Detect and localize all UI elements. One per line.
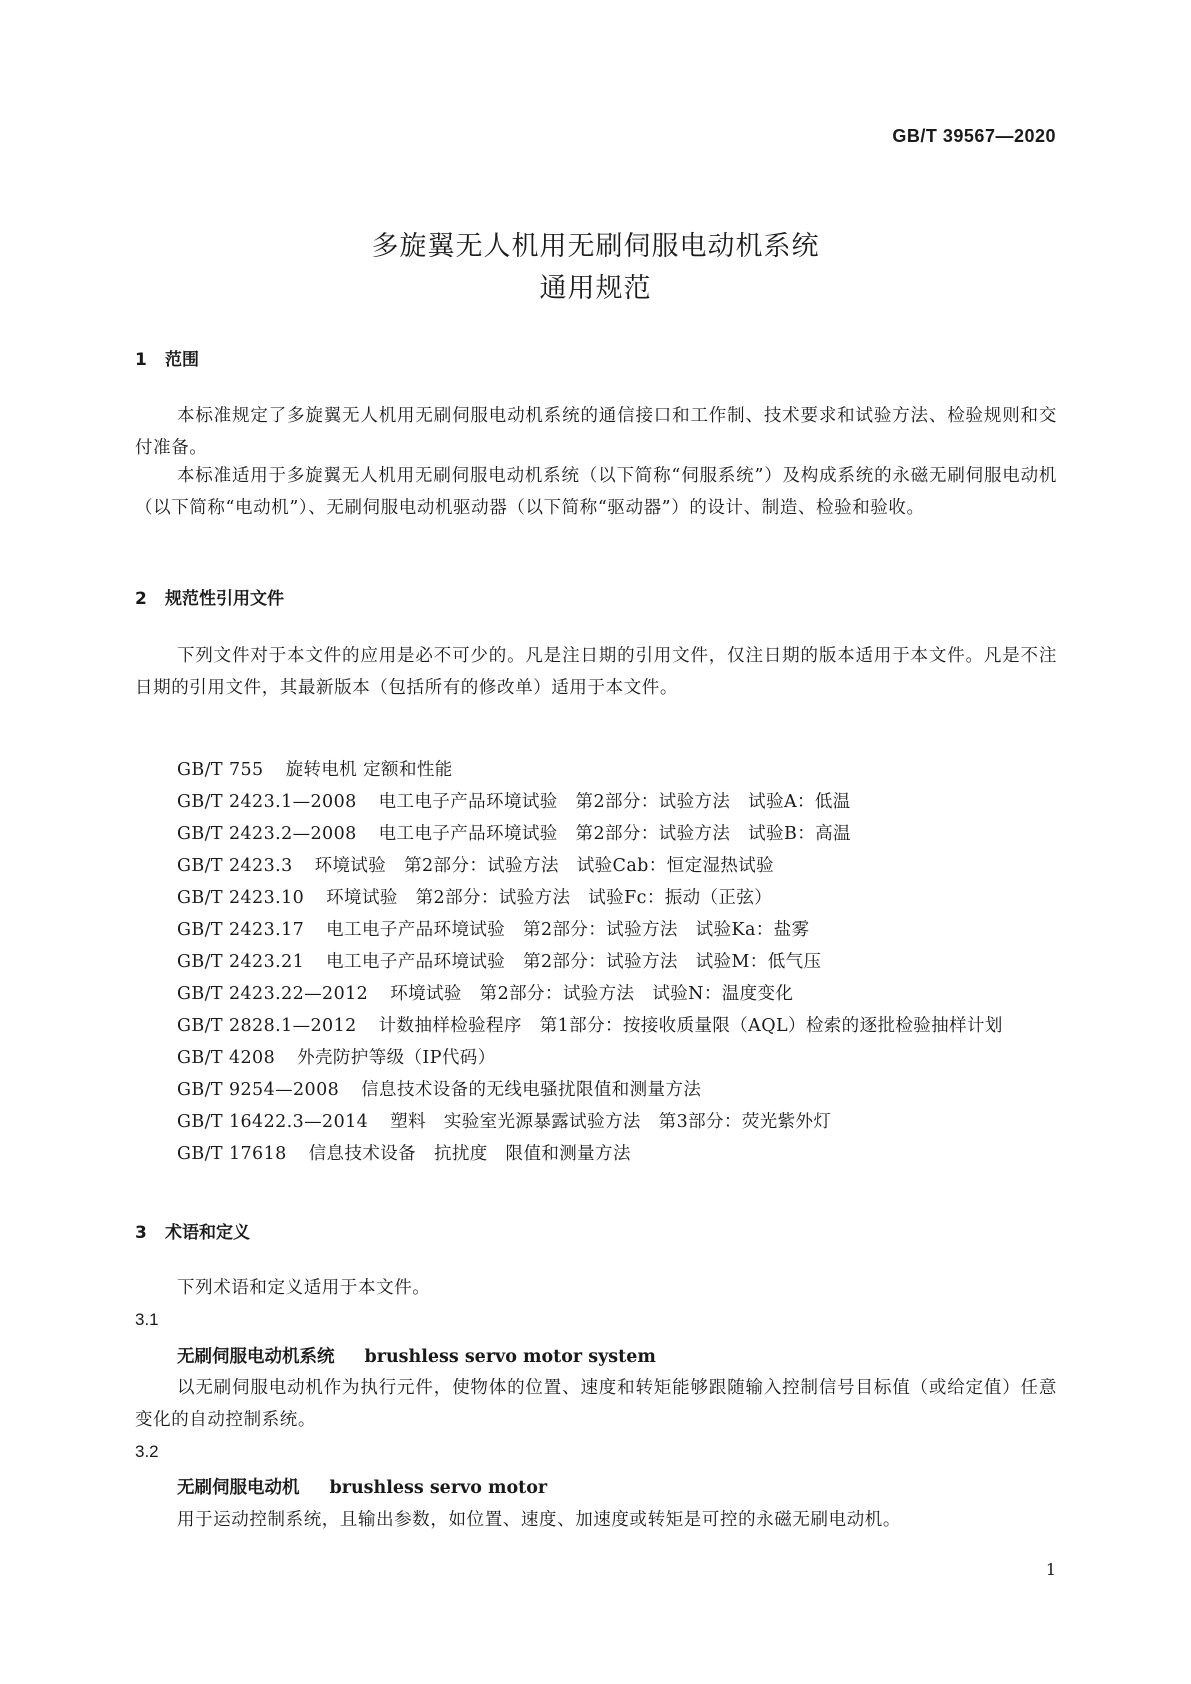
term-entry <box>177 1474 547 1499</box>
term-definition: 用于运动控制系统，且输出参数，如位置、速度、加速度或转矩是可控的永磁无刷电动机。 <box>177 1510 901 1530</box>
term-definition: 以无刷伺服电动机作为执行元件，使物体的位置、速度和转矩能够跟随输入控制信号目标值（或给定值）任意变化的自动控制系统。 <box>135 1378 1057 1430</box>
reference-item <box>177 754 1003 786</box>
reference-item <box>177 946 1003 978</box>
reference-title: 信息技术设备的无线电骚扰限值和测量方法 <box>361 1080 702 1100</box>
reference-title: 电工电子产品环境试验 第2部分：试验方法 试验Ka：盐雾 <box>326 920 810 940</box>
section-title: 范围 <box>165 350 199 370</box>
reference-code: GB/T 4208 <box>177 1048 276 1068</box>
section-3-intro: 下列术语和定义适用于本文件。 <box>177 1278 431 1298</box>
document-title <box>0 226 1191 310</box>
section-number: 3 <box>135 1223 147 1243</box>
reference-title: 外壳防护等级（IP代码） <box>297 1048 496 1068</box>
section-1-paragraph-1: 本标准规定了多旋翼无人机用无刷伺服电动机系统的通信接口和工作制、技术要求和试验方法、检验规则和交付准备。 <box>135 406 1057 458</box>
reference-item <box>177 818 1003 850</box>
section-2-heading <box>135 584 284 609</box>
reference-item <box>177 1010 1003 1042</box>
reference-code: GB/T 2423.17 <box>177 920 305 940</box>
reference-item <box>177 882 1003 914</box>
reference-code: GB/T 2828.1—2012 <box>177 1016 357 1036</box>
reference-code: GB/T 2423.2—2008 <box>177 824 357 844</box>
reference-code: GB/T 2423.22—2012 <box>177 984 369 1004</box>
section-title: 规范性引用文件 <box>165 589 284 609</box>
section-3-heading <box>135 1218 250 1243</box>
reference-item <box>177 978 1003 1010</box>
reference-title: 信息技术设备 抗扰度 限值和测量方法 <box>308 1144 631 1164</box>
reference-code: GB/T 2423.3 <box>177 856 293 876</box>
section-1-heading <box>135 345 199 370</box>
section-number: 2 <box>135 589 147 609</box>
title-line-2: 通用规范 <box>539 273 652 304</box>
page-number: 1 <box>1045 1560 1056 1579</box>
reference-code: GB/T 2423.1—2008 <box>177 792 357 812</box>
section-1-paragraph-2: 本标准适用于多旋翼无人机用无刷伺服电动机系统（以下简称“伺服系统”）及构成系统的永磁无刷伺服电动机（以下简称“电动机”）、无刷伺服电动机驱动器（以下简称“驱动器”）的设计、制造、检验和验收。 <box>135 466 1057 518</box>
reference-title: 环境试验 第2部分：试验方法 试验Fc：振动（正弦） <box>326 888 773 908</box>
reference-title: 环境试验 第2部分：试验方法 试验N：温度变化 <box>390 984 794 1004</box>
reference-item <box>177 914 1003 946</box>
standard-number: GB/T 39567—2020 <box>892 126 1056 146</box>
reference-code: GB/T 2423.10 <box>177 888 305 908</box>
reference-title: 塑料 实验室光源暴露试验方法 第3部分：荧光紫外灯 <box>390 1112 832 1132</box>
reference-code: GB/T 17618 <box>177 1144 287 1164</box>
reference-item <box>177 1106 1003 1138</box>
section-2-intro: 下列文件对于本文件的应用是必不可少的。凡是注日期的引用文件，仅注日期的版本适用于本文件。凡是不注日期的引用文件，其最新版本（包括所有的修改单）适用于本文件。 <box>135 646 1057 698</box>
reference-item <box>177 786 1003 818</box>
section-title: 术语和定义 <box>165 1223 250 1243</box>
reference-code: GB/T 755 <box>177 760 264 780</box>
reference-title: 电工电子产品环境试验 第2部分：试验方法 试验M：低气压 <box>326 952 822 972</box>
term-chinese: 无刷伺服电动机 <box>177 1478 300 1498</box>
reference-title: 环境试验 第2部分：试验方法 试验Cab：恒定湿热试验 <box>314 856 775 876</box>
reference-code: GB/T 2423.21 <box>177 952 305 972</box>
term-number: 3.1 <box>135 1310 159 1329</box>
reference-item <box>177 850 1003 882</box>
reference-item <box>177 1074 1003 1106</box>
reference-item <box>177 1042 1003 1074</box>
term-chinese: 无刷伺服电动机系统 <box>177 1347 335 1367</box>
reference-title: 计数抽样检验程序 第1部分：按接收质量限（AQL）检索的逐批检验抽样计划 <box>378 1016 1003 1036</box>
reference-title: 电工电子产品环境试验 第2部分：试验方法 试验A：低温 <box>378 792 851 812</box>
section-number: 1 <box>135 350 147 370</box>
term-english: brushless servo motor <box>329 1478 548 1498</box>
term-number: 3.2 <box>135 1442 159 1461</box>
title-line-1: 多旋翼无人机用无刷伺服电动机系统 <box>371 231 820 262</box>
term-english: brushless servo motor system <box>364 1347 656 1367</box>
reference-title: 旋转电机 定额和性能 <box>285 760 453 780</box>
reference-code: GB/T 9254—2008 <box>177 1080 340 1100</box>
term-entry <box>177 1343 656 1368</box>
reference-code: GB/T 16422.3—2014 <box>177 1112 369 1132</box>
normative-references-list <box>177 754 1003 1170</box>
reference-title: 电工电子产品环境试验 第2部分：试验方法 试验B：高温 <box>378 824 851 844</box>
reference-item <box>177 1138 1003 1170</box>
